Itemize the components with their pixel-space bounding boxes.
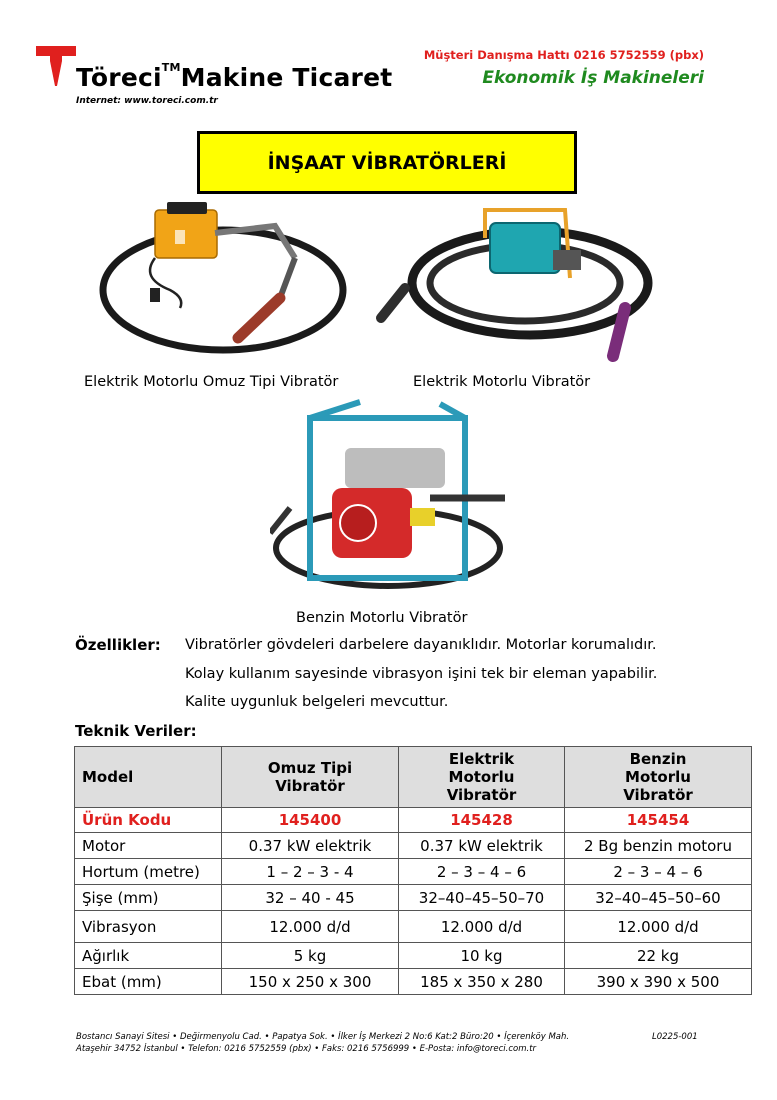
table-cell: Hortum (metre) [75,859,222,885]
shoulder-vibrator-image [95,198,355,363]
table-row [75,833,752,859]
table-cell: Şişe (mm) [75,885,222,911]
electric-column-header [399,747,565,808]
technical-data-title: Teknik Veriler: [75,722,197,740]
product-code-row [75,808,752,833]
table-cell: 0.37 kW elektrik [399,833,565,859]
table-cell: 145454 [565,808,752,833]
model-header: Model [75,747,222,808]
feature-line: Kolay kullanım sayesinde vibrasyon işini tek bir eleman yapabilir. [185,666,658,682]
brand-name: Töreci [76,63,162,92]
table-cell: Vibrasyon [75,911,222,943]
table-row [75,969,752,995]
footer-contact-line: Ataşehir 34752 İstanbul • Telefon: 0216 5752559 (pbx) • Faks: 0216 5756999 • E-Posta: info@toreci.com.tr [76,1044,537,1054]
shoulder-vibrator-caption: Elektrik Motorlu Omuz Tipi Vibratör [84,374,339,390]
header-line: Vibratör [446,786,517,804]
table-cell: 1 – 2 – 3 - 4 [222,859,399,885]
header-line: Vibratör [275,777,345,795]
document-id: L0225-001 [652,1032,698,1042]
customer-hotline: Müşteri Danışma Hattı 0216 5752559 (pbx) [423,48,704,62]
header-line: Omuz Tipi [267,759,353,777]
feature-line: Vibratörler gövdeleri darbelere dayanıklıdır. Motorlar korumalıdır. [185,637,657,653]
features-label: Özellikler: [75,636,161,654]
table-row [75,859,752,885]
table-cell: 5 kg [222,943,399,969]
header-line: Motorlu [448,768,515,786]
table-cell: 185 x 350 x 280 [399,969,565,995]
table-cell: 145400 [222,808,399,833]
trademark-mark: TM [161,61,181,74]
brand-rest: Makine Ticaret [180,63,393,92]
gasoline-vibrator-caption: Benzin Motorlu Vibratör [296,610,468,626]
page-title: İNŞAAT VİBRATÖRLERİ [267,151,507,174]
page-title-box [197,131,577,194]
header-line: Elektrik [448,750,515,768]
toreci-logo-icon [36,46,76,86]
gasoline-column-header [565,747,752,808]
table-cell: 10 kg [399,943,565,969]
table-cell: 32–40–45–50–60 [565,885,752,911]
table-cell: 12.000 d/d [399,911,565,943]
shoulder-column-header [222,747,399,808]
table-cell: 32 – 40 - 45 [222,885,399,911]
table-cell: 0.37 kW elektrik [222,833,399,859]
table-row [75,943,752,969]
table-cell: 390 x 390 x 500 [565,969,752,995]
table-header-row [75,747,752,808]
table-cell: 12.000 d/d [222,911,399,943]
table-cell: Ağırlık [75,943,222,969]
table-cell: 2 – 3 – 4 – 6 [399,859,565,885]
brand-title [76,63,392,92]
table-cell: 2 Bg benzin motoru [565,833,752,859]
gasoline-vibrator-image [270,398,505,593]
table-cell: 32–40–45–50–70 [399,885,565,911]
header-line: Benzin [629,750,687,768]
table-cell: 145428 [399,808,565,833]
table-row [75,885,752,911]
table-cell: 2 – 3 – 4 – 6 [565,859,752,885]
footer-address-line: Bostancı Sanayi Sitesi • Değirmenyolu Cad. • Papatya Sok. • İlker İş Merkezi 2 No:6 Kat:2 Büro:20 • İçerenköy Mah. [76,1032,570,1042]
table-cell: Ebat (mm) [75,969,222,995]
table-cell: 12.000 d/d [565,911,752,943]
table-cell: Motor [75,833,222,859]
table-row [75,911,752,943]
electric-vibrator-caption: Elektrik Motorlu Vibratör [413,374,591,390]
header-line: Vibratör [623,786,693,804]
table-cell: 150 x 250 x 300 [222,969,399,995]
feature-line: Kalite uygunluk belgeleri mevcuttur. [185,694,449,710]
table-cell: 22 kg [565,943,752,969]
website-link[interactable]: Internet: www.toreci.com.tr [76,96,218,106]
table-cell: Ürün Kodu [75,808,222,833]
electric-vibrator-image [375,198,660,363]
spec-table [74,746,752,995]
header-line: Motorlu [625,768,691,786]
slogan: Ekonomik İş Makineleri [482,68,704,88]
